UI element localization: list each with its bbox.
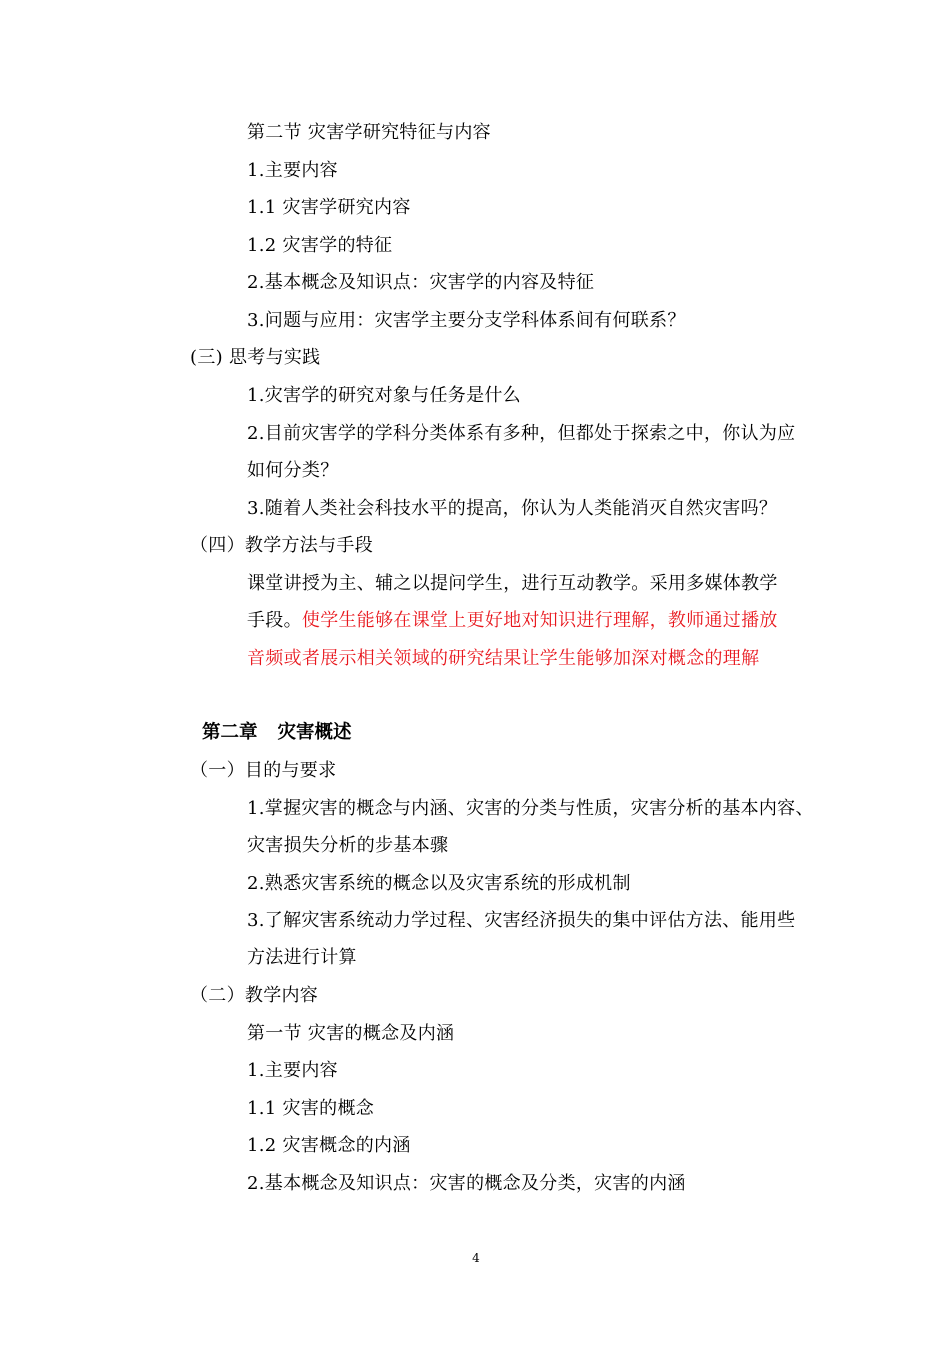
goal-2: 2.熟悉灾害系统的概念以及灾害系统的形成机制 xyxy=(247,873,631,894)
chapter-2-heading xyxy=(202,721,352,745)
goal-3-line2: 方法进行计算 xyxy=(247,947,357,968)
chapter-2-label: 第二章 xyxy=(202,722,258,743)
section2-item-1-1: 1.1 灾害学研究内容 xyxy=(247,197,411,218)
section2-title: 第二节 灾害学研究特征与内容 xyxy=(247,122,491,143)
teaching-main-content: 1.主要内容 xyxy=(247,1060,338,1081)
teaching-item-1-2: 1.2 灾害概念的内涵 xyxy=(247,1135,411,1156)
methods-line-2 xyxy=(247,609,778,633)
teaching-concepts: 2.基本概念及知识点：灾害的概念及分类，灾害的内涵 xyxy=(247,1173,686,1194)
section2-main-content: 1.主要内容 xyxy=(247,160,338,181)
goals-heading: （一）目的与要求 xyxy=(190,760,337,781)
methods-line-2-black: 手段。 xyxy=(247,610,302,631)
practice-question-3: 3.随着人类社会科技水平的提高，你认为人类能消灭自然灾害吗？ xyxy=(247,498,778,519)
practice-question-2-line2: 如何分类？ xyxy=(247,460,339,481)
section2-item-1-2: 1.2 灾害学的特征 xyxy=(247,235,393,256)
teaching-heading: （二）教学内容 xyxy=(190,985,319,1006)
teaching-section1-title: 第一节 灾害的概念及内涵 xyxy=(247,1023,455,1044)
practice-heading: (三) 思考与实践 xyxy=(190,347,321,368)
practice-question-2-line1: 2.目前灾害学的学科分类体系有多种，但都处于探索之中，你认为应 xyxy=(247,423,796,444)
chapter-2-title: 灾害概述 xyxy=(277,722,352,743)
goal-1-line2: 灾害损失分析的步基本骤 xyxy=(247,835,449,856)
section2-concepts: 2.基本概念及知识点：灾害学的内容及特征 xyxy=(247,272,595,293)
methods-line-1: 课堂讲授为主、辅之以提问学生，进行互动教学。采用多媒体教学 xyxy=(247,573,778,594)
practice-question-1: 1.灾害学的研究对象与任务是什么 xyxy=(247,385,521,406)
methods-line-2-red: 使学生能够在课堂上更好地对知识进行理解，教师通过播放 xyxy=(301,610,778,631)
methods-line-3-red: 音频或者展示相关领域的研究结果让学生能够加深对概念的理解 xyxy=(247,648,760,669)
section2-questions: 3.问题与应用：灾害学主要分支学科体系间有何联系？ xyxy=(247,310,686,331)
goal-1-line1: 1.掌握灾害的概念与内涵、灾害的分类与性质，灾害分析的基本内容、 xyxy=(247,798,814,819)
teaching-item-1-1: 1.1 灾害的概念 xyxy=(247,1098,375,1119)
methods-heading: （四）教学方法与手段 xyxy=(190,535,373,556)
page-number: 4 xyxy=(472,1251,480,1265)
goal-3-line1: 3.了解灾害系统动力学过程、灾害经济损失的集中评估方法、能用些 xyxy=(247,910,796,931)
